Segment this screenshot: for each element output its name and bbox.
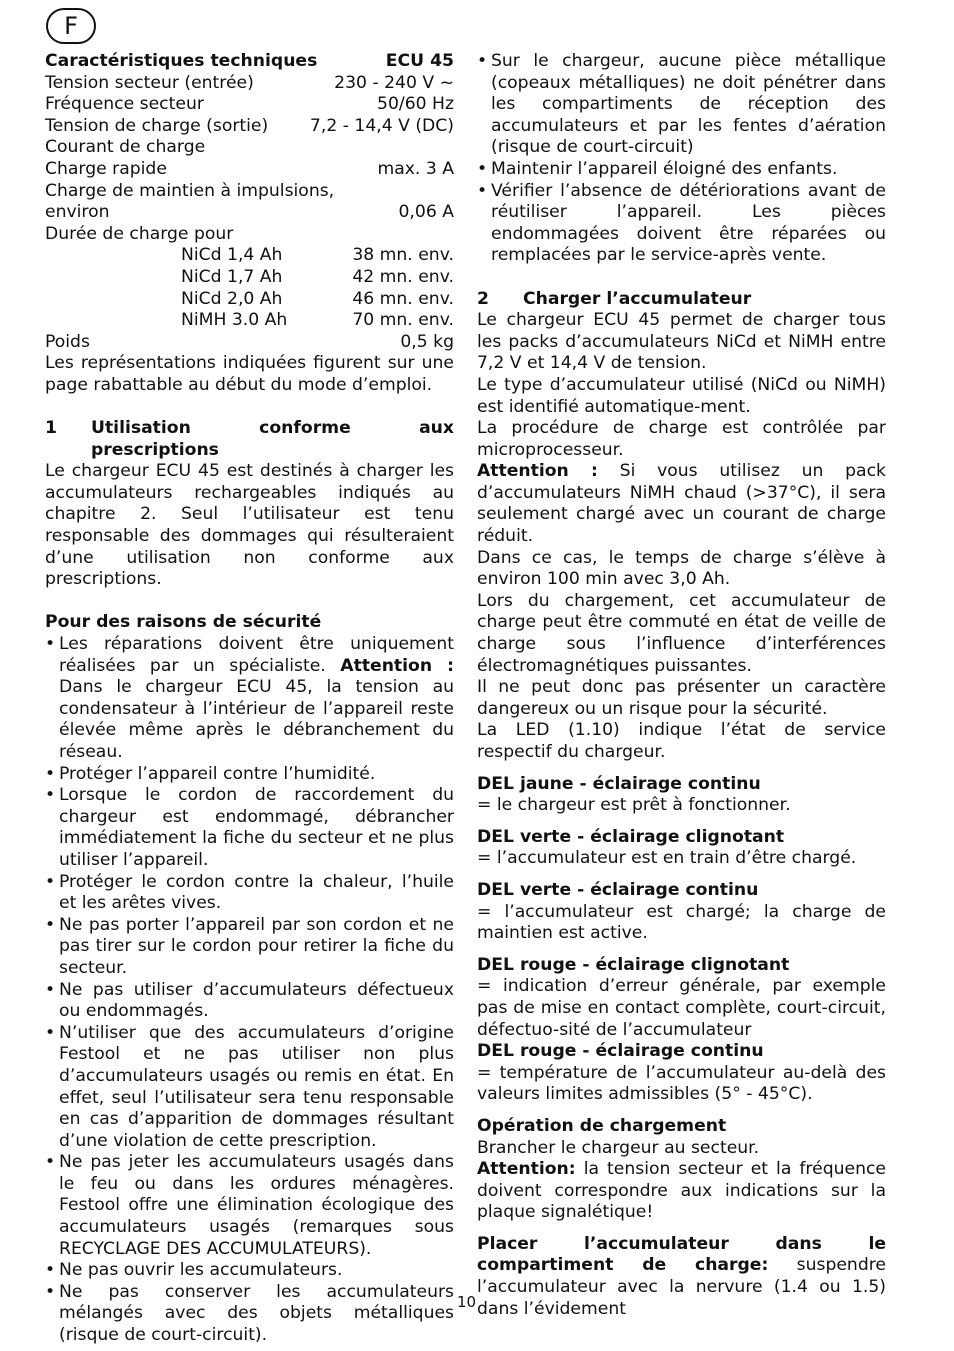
led-title: DEL verte - éclairage continu	[477, 879, 759, 900]
duration-row	[45, 267, 454, 289]
list-item: • Ne pas ouvrir les accumulateurs.	[45, 1260, 454, 1282]
charge-time: 38 mn. env.	[352, 245, 454, 266]
battery-type: NiMH 3.0 Ah	[181, 310, 288, 331]
led-title: DEL rouge - éclairage clignotant	[477, 954, 790, 975]
charge-time: 42 mn. env.	[352, 266, 454, 287]
charging-heading: Opération de chargement	[477, 1115, 727, 1136]
led-description: = indication d’erreur générale, par exemple pas de mise en contact complète, court-circuit, défectuo-sité de l’accumulateur	[477, 976, 886, 1040]
list-item: • N’utiliser que des accumulateurs d’origine Festool et ne pas utiliser non plus d’accumulateurs usagés ou remis en état. En effet, seul l’utilisateur sera tenu responsable en cas d’apparition de dommages résultant d’une violation de cette prescription.	[45, 1023, 454, 1153]
paragraph: Il ne peut donc pas présenter un caractère dangereux ou un risque pour la sécurité.	[477, 677, 886, 719]
current-label: Courant de charge	[45, 137, 206, 158]
placing-paragraph: Placer l’accumulateur dans le compartiment de charge: suspendre l’accumulateur avec la nervure (1.4 ou 1.5) dans l’évidement	[477, 1233, 886, 1319]
specs-title: Caractéristiques techniques	[45, 51, 318, 71]
paragraph: Le chargeur ECU 45 permet de charger tous les packs d’accumulateurs NiCd et NiMH entre 7,2 V et 14,4 V de tension.	[477, 310, 886, 374]
left-column	[45, 51, 454, 1347]
section-title: Utilisation conforme aux prescriptions	[91, 418, 454, 460]
led-title: DEL jaune - éclairage continu	[477, 773, 761, 794]
charging-text: Brancher le chargeur au secteur.	[477, 1137, 760, 1158]
led-description: = le chargeur est prêt à fonctionner.	[477, 795, 791, 816]
section-2-heading	[477, 289, 886, 311]
spec-row-maintenance	[45, 202, 454, 224]
list-item: • Protéger l’appareil contre l’humidité.	[45, 764, 454, 786]
paragraph: La LED (1.10) indique l’état de service respectif du chargeur.	[477, 720, 886, 762]
section-number: 1	[45, 418, 57, 439]
safety-list-continued	[477, 51, 886, 267]
spec-row-weight	[45, 332, 454, 354]
spec-value: 50/60 Hz	[377, 94, 454, 115]
duration-label: Durée de charge pour	[45, 223, 234, 244]
duration-row	[45, 289, 454, 311]
led-description: = température de l’accumulateur au-delà des valeurs limites admissibles (5° - 45°C).	[477, 1062, 886, 1105]
list-item: • Sur le chargeur, aucune pièce métallique (copeaux métalliques) ne doit pénétrer dans les compartiments de réception des accumulateurs et par les fentes d’aération (risque de court-circuit)	[477, 51, 886, 159]
charging-attention: Attention: la tension secteur et la fréquence doivent correspondre aux indications sur la plaque signalétique!	[477, 1159, 886, 1223]
list-item: • Ne pas conserver les accumulateurs mélangés avec des objets métalliques (risque de court-circuit).	[45, 1282, 454, 1347]
spec-row	[45, 116, 454, 138]
led-title: DEL verte - éclairage clignotant	[477, 826, 785, 847]
led-title: DEL rouge - éclairage continu	[477, 1041, 764, 1062]
list-item: • Lorsque le cordon de raccordement du chargeur est endommagé, débrancher immédiatement la fiche du secteur et ne plus utiliser l’appareil.	[45, 785, 454, 871]
spec-value: max. 3 A	[377, 158, 454, 179]
spec-label: Tension secteur (entrée)	[45, 72, 254, 93]
led-description: = l’accumulateur est chargé; la charge de maintien est active.	[477, 901, 886, 944]
language-badge: F	[46, 8, 96, 44]
spec-row-rapid	[45, 159, 454, 181]
section-title: Charger l’accumulateur	[523, 288, 752, 309]
charge-time: 70 mn. env.	[352, 310, 454, 331]
list-item: • Ne pas porter l’appareil par son cordon et ne pas tirer sur le cordon pour retirer la fiche du secteur.	[45, 915, 454, 980]
list-item: • Vérifier l’absence de détériorations avant de réutiliser l’appareil. Les pièces endommagées doivent être réparées ou remplacées par le service-après vente.	[477, 181, 886, 267]
safety-heading: Pour des raisons de sécurité	[45, 612, 322, 633]
spec-label: environ	[45, 202, 110, 223]
battery-type: NiCd 1,7 Ah	[181, 266, 283, 287]
battery-type: NiCd 1,4 Ah	[181, 245, 283, 266]
section-number: 2	[477, 288, 489, 309]
spec-label: Charge rapide	[45, 158, 167, 179]
spec-row	[45, 94, 454, 116]
list-item: • Les réparations doivent être uniquement réalisées par un spécialiste. Attention : Dans le chargeur ECU 45, la tension au condensateur à l’intérieur de l’appareil reste élevée même après le débranchement du réseau.	[45, 634, 454, 764]
safety-list	[45, 634, 454, 1347]
spec-label: Tension de charge (sortie)	[45, 115, 269, 136]
battery-type: NiCd 2,0 Ah	[181, 288, 283, 309]
spec-row	[45, 73, 454, 95]
figure-note: Les représentations indiquées figurent sur une page rabattable au début du mode d’emploi.	[45, 353, 454, 395]
specs-model: ECU 45	[385, 51, 454, 71]
list-item: • Maintenir l’appareil éloigné des enfants.	[477, 159, 886, 181]
paragraph: Attention : Si vous utilisez un pack d’accumulateurs NiMH chaud (>37°C), il sera seulement chargé avec un courant de charge réduit.	[477, 461, 886, 547]
paragraph: Lors du chargement, cet accumulateur de charge peut être commuté en état de veille de charge sous l’influence d’interférences électromagnétiques puissantes.	[477, 590, 886, 676]
maintenance-label: Charge de maintien à impulsions,	[45, 180, 335, 201]
paragraph: La procédure de charge est contrôlée par microprocesseur.	[477, 418, 886, 460]
list-item: • Ne pas jeter les accumulateurs usagés dans le feu ou dans les ordures ménagères. Festool offre une élimination écologique des accumulateurs usagés (remarques sous RECYCLAGE DES ACCUMULATEURS).	[45, 1152, 454, 1260]
specs-heading	[45, 51, 454, 73]
page-number: 10	[457, 1293, 477, 1311]
section-1-heading	[45, 418, 454, 461]
spec-value: 230 - 240 V ~	[334, 72, 454, 93]
duration-row	[45, 245, 454, 267]
spec-label: Poids	[45, 331, 90, 352]
spec-value: 0,5 kg	[400, 331, 454, 352]
list-item: • Ne pas utiliser d’accumulateurs défectueux ou endommagés.	[45, 980, 454, 1023]
duration-row	[45, 310, 454, 332]
spec-value: 0,06 A	[398, 202, 454, 223]
charge-time: 46 mn. env.	[352, 288, 454, 309]
right-column	[477, 51, 886, 1320]
led-description: = l’accumulateur est en train d’être chargé.	[477, 848, 857, 869]
section-1-text: Le chargeur ECU 45 est destinés à charger les accumulateurs rechargeables indiqués au chapitre 2. Seul l’utilisateur est tenu responsable des dommages qui résulteraient d’une utilisation non conforme aux prescriptions.	[45, 461, 454, 590]
spec-label: Fréquence secteur	[45, 94, 204, 115]
paragraph: Le type d’accumulateur utilisé (NiCd ou NiMH) est identifié automatique-ment.	[477, 374, 886, 417]
list-item: • Protéger le cordon contre la chaleur, l’huile et les arêtes vives.	[45, 872, 454, 915]
paragraph: Dans ce cas, le temps de charge s’élève à environ 100 min avec 3,0 Ah.	[477, 547, 886, 590]
spec-value: 7,2 - 14,4 V (DC)	[309, 115, 454, 136]
